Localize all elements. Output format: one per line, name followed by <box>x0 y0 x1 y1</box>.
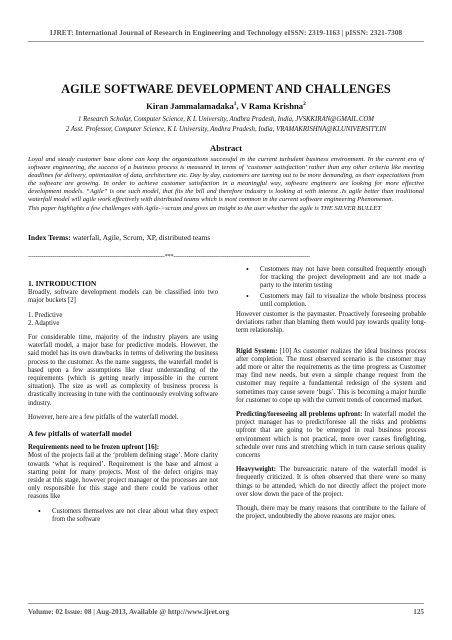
closing-paragraph: Though, there may be many reasons that contribute to the failure of the project, undoubtedly the above reasons are major ones. <box>236 505 426 521</box>
reason-item: • Customers may not have been consulted frequently enough for tracking the project development and are not made a party to the interim testing <box>260 266 426 291</box>
affiliation-2: 2 Asst. Professor, Computer Science, K L University, Andhra Pradesh, India, VRAMAKRISHNA@KLUNIVERSITY.IN <box>65 126 387 133</box>
requirements-paragraph: Most of the projects fail at the ‘problem defining stage’. More clarity towards ‘what is required’. Requirement is the base and almost a starting point for many projects. Most of the defect origins may reside at this stage, however project manager or the processes are not only responsible for this stage and there could be various other reasons like <box>28 452 218 501</box>
heavyweight-label: Heavyweight: <box>236 466 277 474</box>
rigid-system-text: [10] As customer realizes the ideal business process after completion. The most observed scenario is the customer may add more or alter the requirements as the time progress as Customer may find new needs, but even a simple change request from the customer may require a fundamental redesign of the system and sometimes may cause severe ‘bugs’. This is becoming a major hurdle for customer to cope up with the current trends of concerned market. <box>236 347 426 404</box>
predicting-label: Predicting/foreseeing all problems upfront: <box>236 411 363 419</box>
section-separator: ------------------------------------------------------------------------***------------------------------------------------------------------------ <box>28 253 311 260</box>
intro-paragraph-2: For considerable time, majority of the industry players are using waterfall model, a major base for predictive models. However, the said model has its own drawbacks in terms of delivering the business process to the customer. As the name suggests, the waterfall model is based upon a few assumptions like clear understanding of the requirements (which is getting nearly impossible in the current situation). The size as well as complexity of business process is drastically increasing in tune with the continuously evolving software industry. <box>28 334 218 407</box>
reasons-list-continued <box>236 266 426 309</box>
intro-paragraph-1: Broadly, software development models can be classified into two major buckets [2] <box>28 289 218 305</box>
abstract-text-2: This paper highlights a few challenges with Agile->scrum and gives an insight to the user whether the agile is THE SILVER BULLET <box>28 204 381 212</box>
heavyweight-text: The bureaucratic nature of the waterfall model is frequently criticized. It is often observed that there were so many things to be attended, which do not directly affect the project more over slow down the pace of the project. <box>236 466 426 498</box>
author-2-sup: 2 <box>303 101 306 108</box>
abstract-heading: Abstract <box>210 143 242 153</box>
author-line <box>28 101 424 111</box>
index-terms-value: waterfall, Agile, Scrum, XP, distributed teams <box>70 233 211 242</box>
affiliation-1: 1 Research Scholar, Computer Science, K L University, Andhra Pradesh, India, JVSKKIRAN@GMAIL.COM <box>78 116 374 123</box>
abstract-text: Loyal and steady customer base alone can keep the organizations successful in the current turbulent business environment. In the current era of software engineering, the success of a business process is measured in terms of ‘customer satisfaction’ rather than any other criteria like meeting deadlines for delivery, optimization of data, architecture etc. Day by day, customers are turning out to be more demanding, as their expectations from the software are growing. In order to achieve customer satisfaction in a meaningful way, software engineers are looking for more effective development models. “Agile” is one such model, that fits the bill and therefore industry is looking at with interest .Is agile better than traditional waterfall model will agile work effectively with distributed teams which is most common in the current software engineering Phenomenon. <box>28 156 424 204</box>
abstract-body <box>28 156 424 213</box>
footer-volume-info: Volume: 02 Issue: 08 | Aug-2013, Available @ http://www.ijret.org <box>28 608 230 616</box>
model-list-item: 1. Predictive <box>28 311 63 319</box>
reasons-list <box>28 508 218 524</box>
reason-item: • Customers may fail to visualize the whole business process until completion. <box>260 293 426 309</box>
page-number: 125 <box>413 608 424 616</box>
rigid-system-label: Rigid System: <box>236 347 278 355</box>
page-footer <box>28 608 424 616</box>
index-terms <box>28 233 424 242</box>
intro-heading: 1. INTRODUCTION <box>28 279 97 288</box>
header-rule <box>28 41 424 42</box>
requirements-heading: Requirements need to be frozen upfront [16]: <box>28 444 160 452</box>
author-separator: , <box>236 101 241 111</box>
pitfalls-heading: A few pitfalls of waterfall model <box>28 429 132 439</box>
reason-item: • Customers themselves are not clear about what they expect from the software <box>52 508 218 524</box>
right-column <box>236 266 426 527</box>
author-1-sup: 1 <box>233 101 237 108</box>
footer-rule <box>28 603 424 604</box>
model-list <box>28 312 218 328</box>
model-list-item: 2. Adaptive <box>28 319 60 327</box>
rigid-system-paragraph <box>236 348 426 405</box>
paper-title: AGILE SOFTWARE DEVELOPMENT AND CHALLENGES <box>61 82 391 96</box>
index-terms-label: Index Terms: <box>28 233 71 242</box>
predicting-text: In waterfall model the project manager has to predict/foresee all the risks and problems upfront that are going to be emerged in real business process environment which is not practical, more over causes firefighting, schedule over runs and stretching which in turn cause serious quality concerns <box>236 411 427 460</box>
journal-header: IJRET: International Journal of Research in Engineering and Technology eISSN: 2319-1163 | pISSN: 2321-7308 <box>49 28 403 37</box>
predicting-paragraph <box>236 411 426 460</box>
intro-paragraph-3: However, here are a few pitfalls of the waterfall model. <box>28 413 179 421</box>
left-column <box>28 266 218 526</box>
heavyweight-paragraph <box>236 466 426 499</box>
author-2: V Rama Krishna <box>240 101 304 111</box>
customer-paragraph: However customer is the paymaster. Proactively foreseeing probable deviations rather than blaming them would pay towards quality long-term relationship. <box>236 311 426 335</box>
author-1: Kiran Jammalamadaka <box>146 101 234 111</box>
